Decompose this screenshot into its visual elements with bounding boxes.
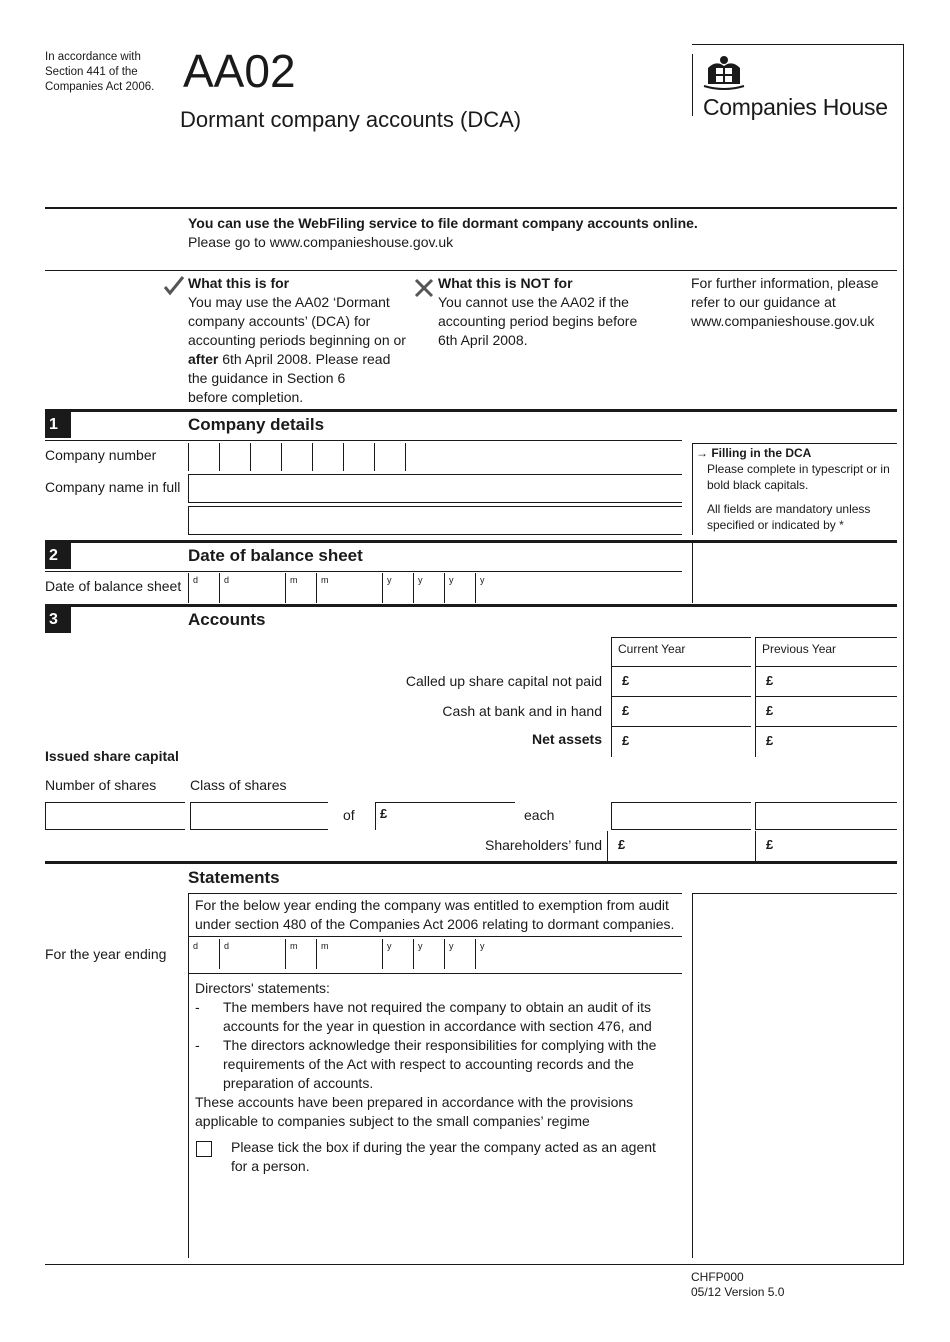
webfiling-headline: You can use the WebFiling service to file dormant company accounts online.	[188, 215, 698, 231]
section-2-title: Date of balance sheet	[188, 546, 363, 565]
date-digit-box[interactable]: d	[219, 939, 250, 969]
digit-box[interactable]	[374, 443, 405, 471]
agent-text: Please tick the box if during the year the company acted as an agent for a person.	[231, 1139, 656, 1174]
date-digit-box[interactable]: y	[382, 573, 413, 603]
number-of-shares-top	[45, 802, 185, 803]
page-right-border	[903, 44, 904, 1265]
statements-sidebar-divider	[692, 893, 693, 1258]
rule-section-1	[45, 409, 897, 412]
company-name-mid-rule	[188, 506, 682, 507]
legal-note: In accordance with Section 441 of the Companies Act 2006.	[45, 51, 155, 93]
logo-text: Companies House	[703, 94, 888, 120]
digit-box[interactable]	[250, 443, 281, 471]
of-label: of	[343, 807, 355, 823]
each-label: each	[524, 807, 555, 823]
info-further: For further information, please refer to our guidance at www.companieshouse.gov.uk	[691, 275, 879, 329]
crest-icon	[702, 54, 746, 95]
arrow-right-icon: →	[696, 446, 708, 460]
rule-exemption	[188, 936, 682, 937]
date-digit-box[interactable]: y	[382, 939, 413, 969]
rule-webfiling	[45, 207, 897, 209]
shares-previous-input[interactable]	[755, 802, 897, 830]
info-for: What this is for You may use the AA02 ‘Dormant company accounts’ (DCA) for accounting periods beginning on or after 6th April 2008. Please read the guidance in Section 6 before completion.	[188, 275, 406, 405]
date-digit-box[interactable]: y	[475, 573, 503, 603]
shareholders-current-input[interactable]: £	[607, 831, 751, 861]
current-year-header: Current Year	[611, 637, 751, 667]
balance-date-label: Date of balance sheet	[45, 578, 182, 594]
footer-info: CHFP000 05/12 Version 5.0	[691, 1270, 785, 1299]
row-called-up-label: Called up share capital not paid	[405, 673, 602, 689]
shares-current-input[interactable]	[611, 802, 751, 830]
cash-current-input[interactable]: £	[611, 697, 751, 727]
rule-section-2-sub	[45, 571, 682, 572]
shares-current-top	[611, 802, 751, 803]
date-digit-box[interactable]: m	[316, 939, 347, 969]
digit-box[interactable]	[188, 443, 219, 471]
date-digit-box[interactable]: y	[413, 573, 444, 603]
rule-section-2	[45, 540, 897, 543]
company-number-label: Company number	[45, 447, 157, 463]
company-number-input[interactable]	[188, 443, 436, 471]
nominal-value-input[interactable]: £	[375, 802, 515, 830]
date-digit-box[interactable]: y	[444, 939, 475, 969]
digit-box[interactable]	[219, 443, 250, 471]
class-of-shares-input[interactable]	[190, 802, 328, 830]
date-digit-box[interactable]: m	[285, 939, 316, 969]
logo-divider	[692, 54, 693, 116]
date-digit-box[interactable]: d	[219, 573, 250, 603]
called-up-previous-input[interactable]: £	[755, 667, 897, 697]
date-digit-box[interactable]: d	[188, 573, 219, 603]
class-of-shares-label: Class of shares	[190, 777, 287, 793]
section-2-sidebar-divider	[692, 543, 693, 603]
digit-box[interactable]	[405, 443, 421, 471]
exemption-text: For the below year ending the company was entitled to exemption from audit under section 480 of the Companies Act 2006 relating to dormant companies.	[195, 897, 675, 932]
rule-info	[45, 270, 897, 271]
digit-box[interactable]	[281, 443, 312, 471]
rule-footer	[45, 1264, 904, 1265]
rule-statements	[45, 861, 897, 864]
date-digit-box[interactable]: y	[475, 939, 503, 969]
section-1-number: 1	[45, 412, 71, 438]
date-digit-box[interactable]: y	[444, 573, 475, 603]
balance-date-input[interactable]	[188, 573, 508, 603]
company-name-label: Company name in full	[45, 479, 181, 495]
webfiling-subline: Please go to www.companieshouse.gov.uk	[188, 234, 454, 250]
company-name-top-rule	[188, 474, 682, 475]
statements-title: Statements	[188, 868, 280, 887]
section-1-title: Company details	[188, 415, 325, 434]
company-name-input-2[interactable]	[188, 506, 682, 535]
date-digit-box[interactable]: m	[316, 573, 347, 603]
company-name-input-1[interactable]	[188, 474, 682, 503]
form-title: Dormant company accounts (DCA)	[180, 107, 522, 132]
shareholders-fund-label: Shareholders’ fund	[484, 837, 602, 853]
net-assets-current-input[interactable]: £	[611, 727, 751, 757]
rule-year-ending	[188, 973, 682, 974]
row-cash-label: Cash at bank and in hand	[442, 703, 602, 719]
year-ending-input[interactable]	[188, 939, 508, 969]
form-code: AA02	[183, 45, 296, 97]
rule-statements-side	[692, 893, 897, 894]
previous-year-header: Previous Year	[755, 637, 897, 667]
called-up-current-input[interactable]: £	[611, 667, 751, 697]
sidebar-help: → Filling in the DCA Please complete in typescript or in bold black capitals. All fields are mandatory unless specified or indicated by *	[696, 446, 890, 532]
rule-section-3	[45, 604, 897, 607]
net-assets-previous-input[interactable]: £	[755, 727, 897, 757]
digit-box[interactable]	[343, 443, 374, 471]
date-digit-box[interactable]: m	[285, 573, 316, 603]
issued-share-capital-label: Issued share capital	[45, 748, 179, 764]
page-top-border	[692, 44, 904, 45]
section-3-title: Accounts	[188, 610, 266, 629]
number-of-shares-input[interactable]	[45, 802, 185, 830]
cross-icon	[414, 278, 434, 303]
rule-statements-sub	[188, 893, 682, 894]
year-ending-label: For the year ending	[45, 946, 167, 962]
directors-statements: Directors' statements: - The members have not required the company to obtain an audit of its accounts for the year in question in accordance with section 476, and - The directors acknowledge their responsibilities for complying with the requirements of the Act with respect to accounting records and the preparation of accounts. These accounts have been prepared in accordance with the provisions applicable to companies subject to the small companies’ regime	[195, 980, 657, 1129]
info-not-for: What this is NOT for You cannot use the AA02 if the accounting period begins before 6th April 2008.	[438, 275, 638, 348]
cash-previous-input[interactable]: £	[755, 697, 897, 727]
date-digit-box[interactable]: d	[188, 939, 219, 969]
date-digit-box[interactable]: y	[413, 939, 444, 969]
agent-checkbox[interactable]	[196, 1141, 212, 1157]
shares-previous-top	[755, 802, 897, 803]
shareholders-previous-input[interactable]: £	[755, 831, 897, 861]
check-icon	[163, 276, 185, 301]
sidebar-divider	[692, 443, 693, 535]
class-of-shares-top	[190, 802, 328, 803]
section-3-number: 3	[45, 607, 71, 633]
digit-box[interactable]	[312, 443, 343, 471]
row-net-assets-label: Net assets	[531, 731, 602, 747]
number-of-shares-label: Number of shares	[45, 777, 157, 793]
section-2-number: 2	[45, 543, 71, 569]
rule-section-1-sub	[45, 440, 682, 441]
sidebar-top-rule	[692, 443, 897, 444]
